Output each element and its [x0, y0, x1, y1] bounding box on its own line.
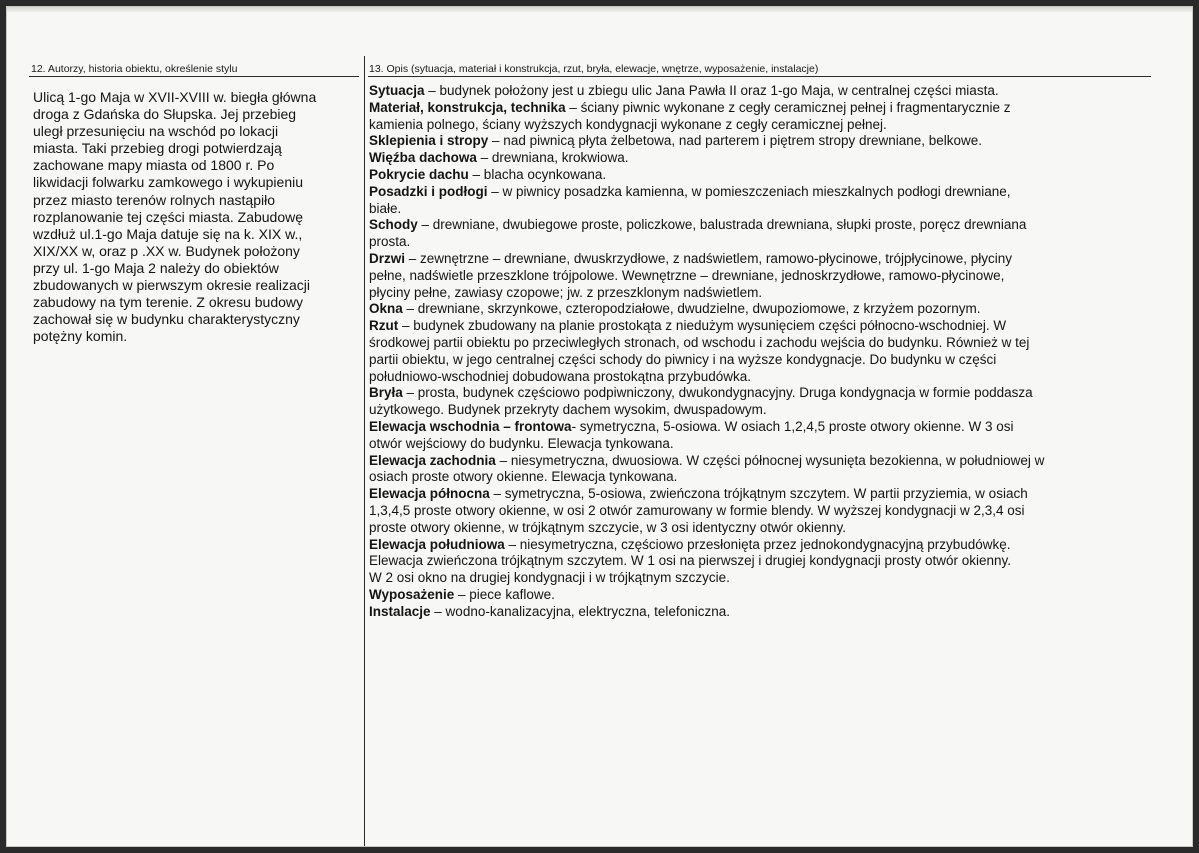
description-line [369, 587, 1159, 604]
description-line [369, 167, 1159, 184]
description-line [369, 352, 1159, 369]
description-line [369, 553, 1159, 570]
history-line: zachował się w budynku charakterystyczny [33, 311, 300, 328]
section-text: środkowej partii obiektu po przeciwległych stronach, od wschodu i zachodu wejścia do budynku. Również w tej [369, 334, 1030, 350]
section-text: prosta. [369, 234, 411, 250]
section-term: Wyposażenie [369, 586, 455, 602]
history-line: przez miasto terenów rolnych nastąpiło [33, 191, 276, 208]
history-line: zbudowanych w pierwszym okresie realizacji [33, 277, 310, 294]
section-text: – zewnętrzne – drewniane, dwuskrzydłowe, z nadświetlem, ramowo-płycinowe, trójpłycinowe, płyciny [405, 250, 1013, 266]
description-text [369, 83, 1159, 621]
section-text: – prosta, budynek częściowo podpiwniczony, dwukondygnacyjny. Druga kondygnacja w formie poddasza [402, 385, 1033, 401]
history-line: zachowane mapy miasta od 1800 r. Po [33, 157, 275, 174]
section-text: – blacha ocynkowana. [468, 166, 607, 182]
section-term: Sklepienia i stropy [369, 133, 489, 149]
history-line: wzdłuż ul.1-go Maja datuje się na k. XIX w., [33, 225, 303, 242]
section-text: kamienia polnego, ściany wyższych kondygnacji wykonane z cegły ceramicznej pełnej. [369, 116, 887, 132]
description-line [369, 268, 1159, 285]
description-line [369, 234, 1159, 251]
description-line [369, 100, 1159, 117]
section-text: partii obiektu, w jego centralnej części schody do piwnicy i na wyższe kondygnacje. Do budynku w części [369, 351, 997, 367]
section-text: użytkowego. Budynek przekryty dachem wysokim, dwuspadowym. [369, 402, 767, 418]
description-line [369, 301, 1159, 318]
section-term: Elewacja południowa [369, 536, 505, 552]
left-column-header: 12. Autorzy, historia obiektu, określenie stylu [31, 63, 238, 75]
section-term: Instalacje [369, 603, 431, 619]
history-line: XIX/XX w, oraz p .XX w. Budynek położony [33, 242, 300, 259]
description-line [369, 251, 1159, 268]
history-line: Ulicą 1-go Maja w XVII-XVIII w. biegła główna [33, 89, 317, 105]
section-term: Pokrycie dachu [369, 166, 469, 182]
history-line: rozplanowanie tej części miasta. Zabudowę [33, 208, 304, 225]
history-line: przy ul. 1-go Maja 2 należy do obiektów [33, 259, 279, 276]
section-text: – piece kaflowe. [454, 586, 555, 602]
description-line [369, 201, 1159, 218]
description-line [369, 453, 1159, 470]
section-term: Drzwi [369, 250, 406, 266]
section-text: 1,3,4,5 proste otwory okienne, w osi 2 otwór zamurowany w formie blendy. W wyższej kondygnacji w 2,3,4 osi [369, 502, 1025, 518]
section-text: południowo-wschodniej dobudowana prostokątna przybudówka. [369, 368, 752, 384]
document-sheet [6, 6, 1193, 847]
history-text [33, 89, 353, 345]
section-text: białe. [369, 200, 402, 216]
description-line [369, 520, 1159, 537]
description-line [369, 436, 1159, 453]
right-column-header: 13. Opis (sytuacja, materiał i konstrukcja, rzut, bryła, elewacje, wnętrze, wyposażenie, instalacje) [369, 63, 819, 75]
section-term: Elewacja wschodnia – frontowa [369, 418, 572, 434]
description-line [369, 419, 1159, 436]
right-header-rule [368, 76, 1151, 77]
section-text: – budynek położony jest u zbiegu ulic Jana Pawła II oraz 1-go Maja, w centralnej części miasta. [424, 83, 999, 98]
description-line [369, 604, 1159, 621]
description-line [369, 133, 1159, 150]
description-line [369, 486, 1159, 503]
section-text: Elewacja zwieńczona trójkątnym szczytem. W 1 osi na pierwszej i drugiej kondygnacji prosty otwór okienny. [369, 553, 1012, 569]
history-line: likwidacji folwarku zamkowego i wykupieniu [33, 174, 303, 191]
section-text: pełne, nadświetle przeszklone trójpolowe. Wewnętrzne – drewniane, jednoskrzydłowe, ramowo-płycinowe, [369, 267, 1005, 283]
section-term: Okna [369, 301, 403, 317]
section-term: Elewacja północna [369, 486, 490, 502]
section-term: Sytuacja [369, 83, 425, 98]
section-term: Schody [369, 217, 418, 233]
history-line: droga z Gdańska do Słupska. Jej przebieg [33, 106, 297, 123]
section-text: płyciny pełne, zawiasy czopowe; jw. z przeszklonym nadświetlem. [369, 284, 763, 300]
section-term: Bryła [369, 385, 403, 401]
section-text: – nad piwnicą płyta żelbetowa, nad parterem i piętrem stropy drewniane, belkowe. [488, 133, 983, 149]
history-line: potężny komin. [33, 328, 128, 345]
left-header-rule [29, 76, 359, 77]
section-text: – drewniane, skrzynkowe, czteropodziałowe, dwudzielne, dwupoziomowe, z krzyżem pozornym. [402, 301, 981, 317]
section-text: – symetryczna, 5-osiowa, zwieńczona trójkątnym szczytem. W partii przyziemia, w osiach [489, 486, 1028, 502]
section-term: Posadzki i podłogi [369, 183, 488, 199]
description-line [369, 402, 1159, 419]
section-text: – wodno-kanalizacyjna, elektryczna, telefoniczna. [430, 603, 730, 619]
history-line: uległ przesunięciu na wschód po lokacji [33, 123, 279, 140]
scan-edge [7, 7, 1192, 12]
description-line [369, 318, 1159, 335]
column-divider [364, 56, 365, 847]
section-text: – drewniana, krokwiowa. [476, 150, 629, 166]
description-line [369, 83, 1159, 100]
description-line [369, 537, 1159, 554]
section-text: - symetryczna, 5-osiowa. W osiach 1,2,4,5 proste otwory okienne. W 3 osi [571, 418, 1014, 434]
description-line [369, 335, 1159, 352]
section-text: – ściany piwnic wykonane z cegły ceramicznej pełnej i fragmentarycznie z [565, 99, 1011, 115]
section-text: – budynek zbudowany na planie prostokąta z niedużym wysunięciem części północno-wschodniej. W [398, 318, 1007, 334]
description-line [369, 369, 1159, 386]
section-text: – niesymetryczna, dwuosiowa. W części północnej wysunięta bezokienna, w południowej w [495, 452, 1045, 468]
description-line [369, 385, 1159, 402]
description-line [369, 503, 1159, 520]
section-text: osiach proste otwory okienne. Elewacja tynkowana. [369, 469, 678, 485]
section-text: proste otwory okienne, w trójkątnym szczycie, w 3 osi identyczny otwór okienny. [369, 519, 846, 535]
section-text: otwór wejściowy do budynku. Elewacja tynkowana. [369, 435, 674, 451]
section-text: – drewniane, dwubiegowe proste, policzkowe, balustrada drewniana, słupki proste, poręcz drewniana [417, 217, 1027, 233]
section-term: Elewacja zachodnia [369, 452, 496, 468]
description-line [369, 184, 1159, 201]
description-line [369, 117, 1159, 134]
section-term: Materiał, konstrukcja, technika [369, 99, 566, 115]
section-text: – niesymetryczna, częściowo przesłonięta przez jednokondygnacyjną przybudówkę. [504, 536, 1011, 552]
history-line: miasta. Taki przebieg drogi potwierdzają [33, 140, 282, 157]
history-line: zabudowy na tym terenie. Z okresu budowy [33, 294, 304, 311]
description-line [369, 285, 1159, 302]
section-term: Więźba dachowa [369, 150, 477, 166]
section-term: Rzut [369, 318, 399, 334]
description-line [369, 469, 1159, 486]
section-text: W 2 osi okno na drugiej kondygnacji i w trójkątnym szczycie. [369, 570, 730, 586]
description-line [369, 150, 1159, 167]
description-line [369, 570, 1159, 587]
description-line [369, 217, 1159, 234]
section-text: – w piwnicy posadzka kamienna, w pomieszczeniach mieszkalnych podłogi drewniane, [487, 183, 1011, 199]
